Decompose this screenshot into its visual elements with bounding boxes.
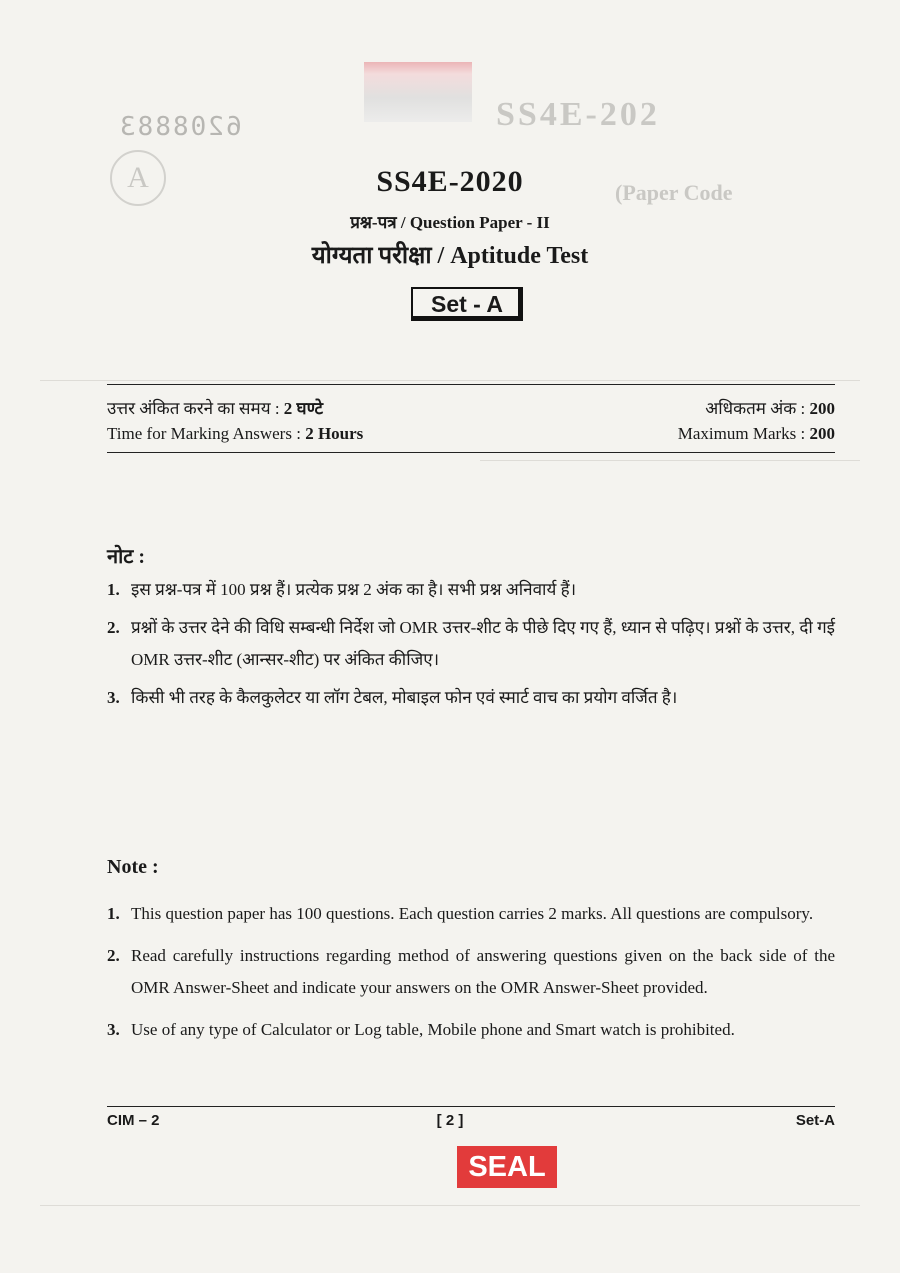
item-number: 2. <box>107 946 120 965</box>
list-item <box>107 1014 835 1046</box>
top-rule <box>107 384 835 385</box>
item-text: प्रश्नों के उत्तर देने की विधि सम्बन्धी निर्देश जो OMR उत्तर-शीट के पीछे दिए गए हैं, ध्यान से पढ़िए। प्रश्नों के उत्तर, दी गई OMR उत्तर-शीट (आन्सर-शीट) पर अंकित कीजिए। <box>131 618 835 669</box>
subject-title: योग्यता परीक्षा / Aptitude Test <box>311 243 589 269</box>
stamp-mark <box>364 62 472 122</box>
item-text: Read carefully instructions regarding method of answering questions given on the back side of the OMR Answer-Sheet and indicate your answers on the OMR Answer-Sheet provided. <box>131 946 835 997</box>
item-number: 3. <box>107 688 120 707</box>
time-hindi-value: 2 घण्टे <box>283 399 324 418</box>
note-english-heading: Note : <box>107 856 159 878</box>
page-number: [ 2 ] <box>436 1112 464 1129</box>
footer-code: CIM – 2 <box>107 1112 160 1129</box>
time-english-value: 2 Hours <box>305 424 364 443</box>
list-item <box>107 612 835 676</box>
list-item <box>107 574 835 606</box>
footer-set: Set-A <box>795 1112 835 1129</box>
bleedthrough-text: (Paper Code <box>615 180 733 205</box>
paper-subtitle: प्रश्न-पत्र / Question Paper - II <box>350 213 550 232</box>
note-hindi-list <box>107 574 835 714</box>
item-text: किसी भी तरह के कैलकुलेटर या लॉग टेबल, मोबाइल फोन एवं स्मार्ट वाच का प्रयोग वर्जित है। <box>131 688 678 707</box>
item-number: 3. <box>107 1020 120 1039</box>
time-hindi-label: उत्तर अंकित करने का समय : <box>107 399 284 418</box>
marks-hindi-label: अधिकतम अंक : <box>705 399 810 418</box>
marks-hindi <box>705 396 835 419</box>
marks-english <box>678 424 835 444</box>
footer-rule <box>107 1106 835 1107</box>
list-item <box>107 940 835 1004</box>
exam-title: SS4E-2020 <box>376 165 524 198</box>
time-english-label: Time for Marking Answers : <box>107 424 306 443</box>
list-item <box>107 898 835 930</box>
marks-english-value: 200 <box>809 424 835 443</box>
list-item <box>107 682 835 714</box>
item-number: 1. <box>107 904 120 923</box>
note-hindi-heading: नोट : <box>107 546 146 568</box>
item-text: इस प्रश्न-पत्र में 100 प्रश्न हैं। प्रत्येक प्रश्न 2 अंक का है। सभी प्रश्न अनिवार्य हैं। <box>131 580 577 599</box>
set-badge: Set - A <box>411 287 523 321</box>
item-text: Use of any type of Calculator or Log table, Mobile phone and Smart watch is prohibited. <box>131 1020 735 1039</box>
item-number: 2. <box>107 618 120 637</box>
time-hindi <box>107 396 323 419</box>
seal-sticker: SEAL <box>457 1146 557 1188</box>
meta-rule <box>107 452 835 453</box>
bleedthrough-text: A <box>110 150 166 206</box>
marks-hindi-value: 200 <box>809 399 835 418</box>
bleedthrough-text: SS4E-202 <box>496 96 660 133</box>
note-english-list <box>107 898 835 1046</box>
marks-english-label: Maximum Marks : <box>677 424 810 443</box>
item-number: 1. <box>107 580 120 599</box>
item-text: This question paper has 100 questions. Each question carries 2 marks. All questions are compulsory. <box>131 904 814 923</box>
time-english <box>107 424 363 444</box>
serial-number: 6208883 <box>118 112 242 142</box>
